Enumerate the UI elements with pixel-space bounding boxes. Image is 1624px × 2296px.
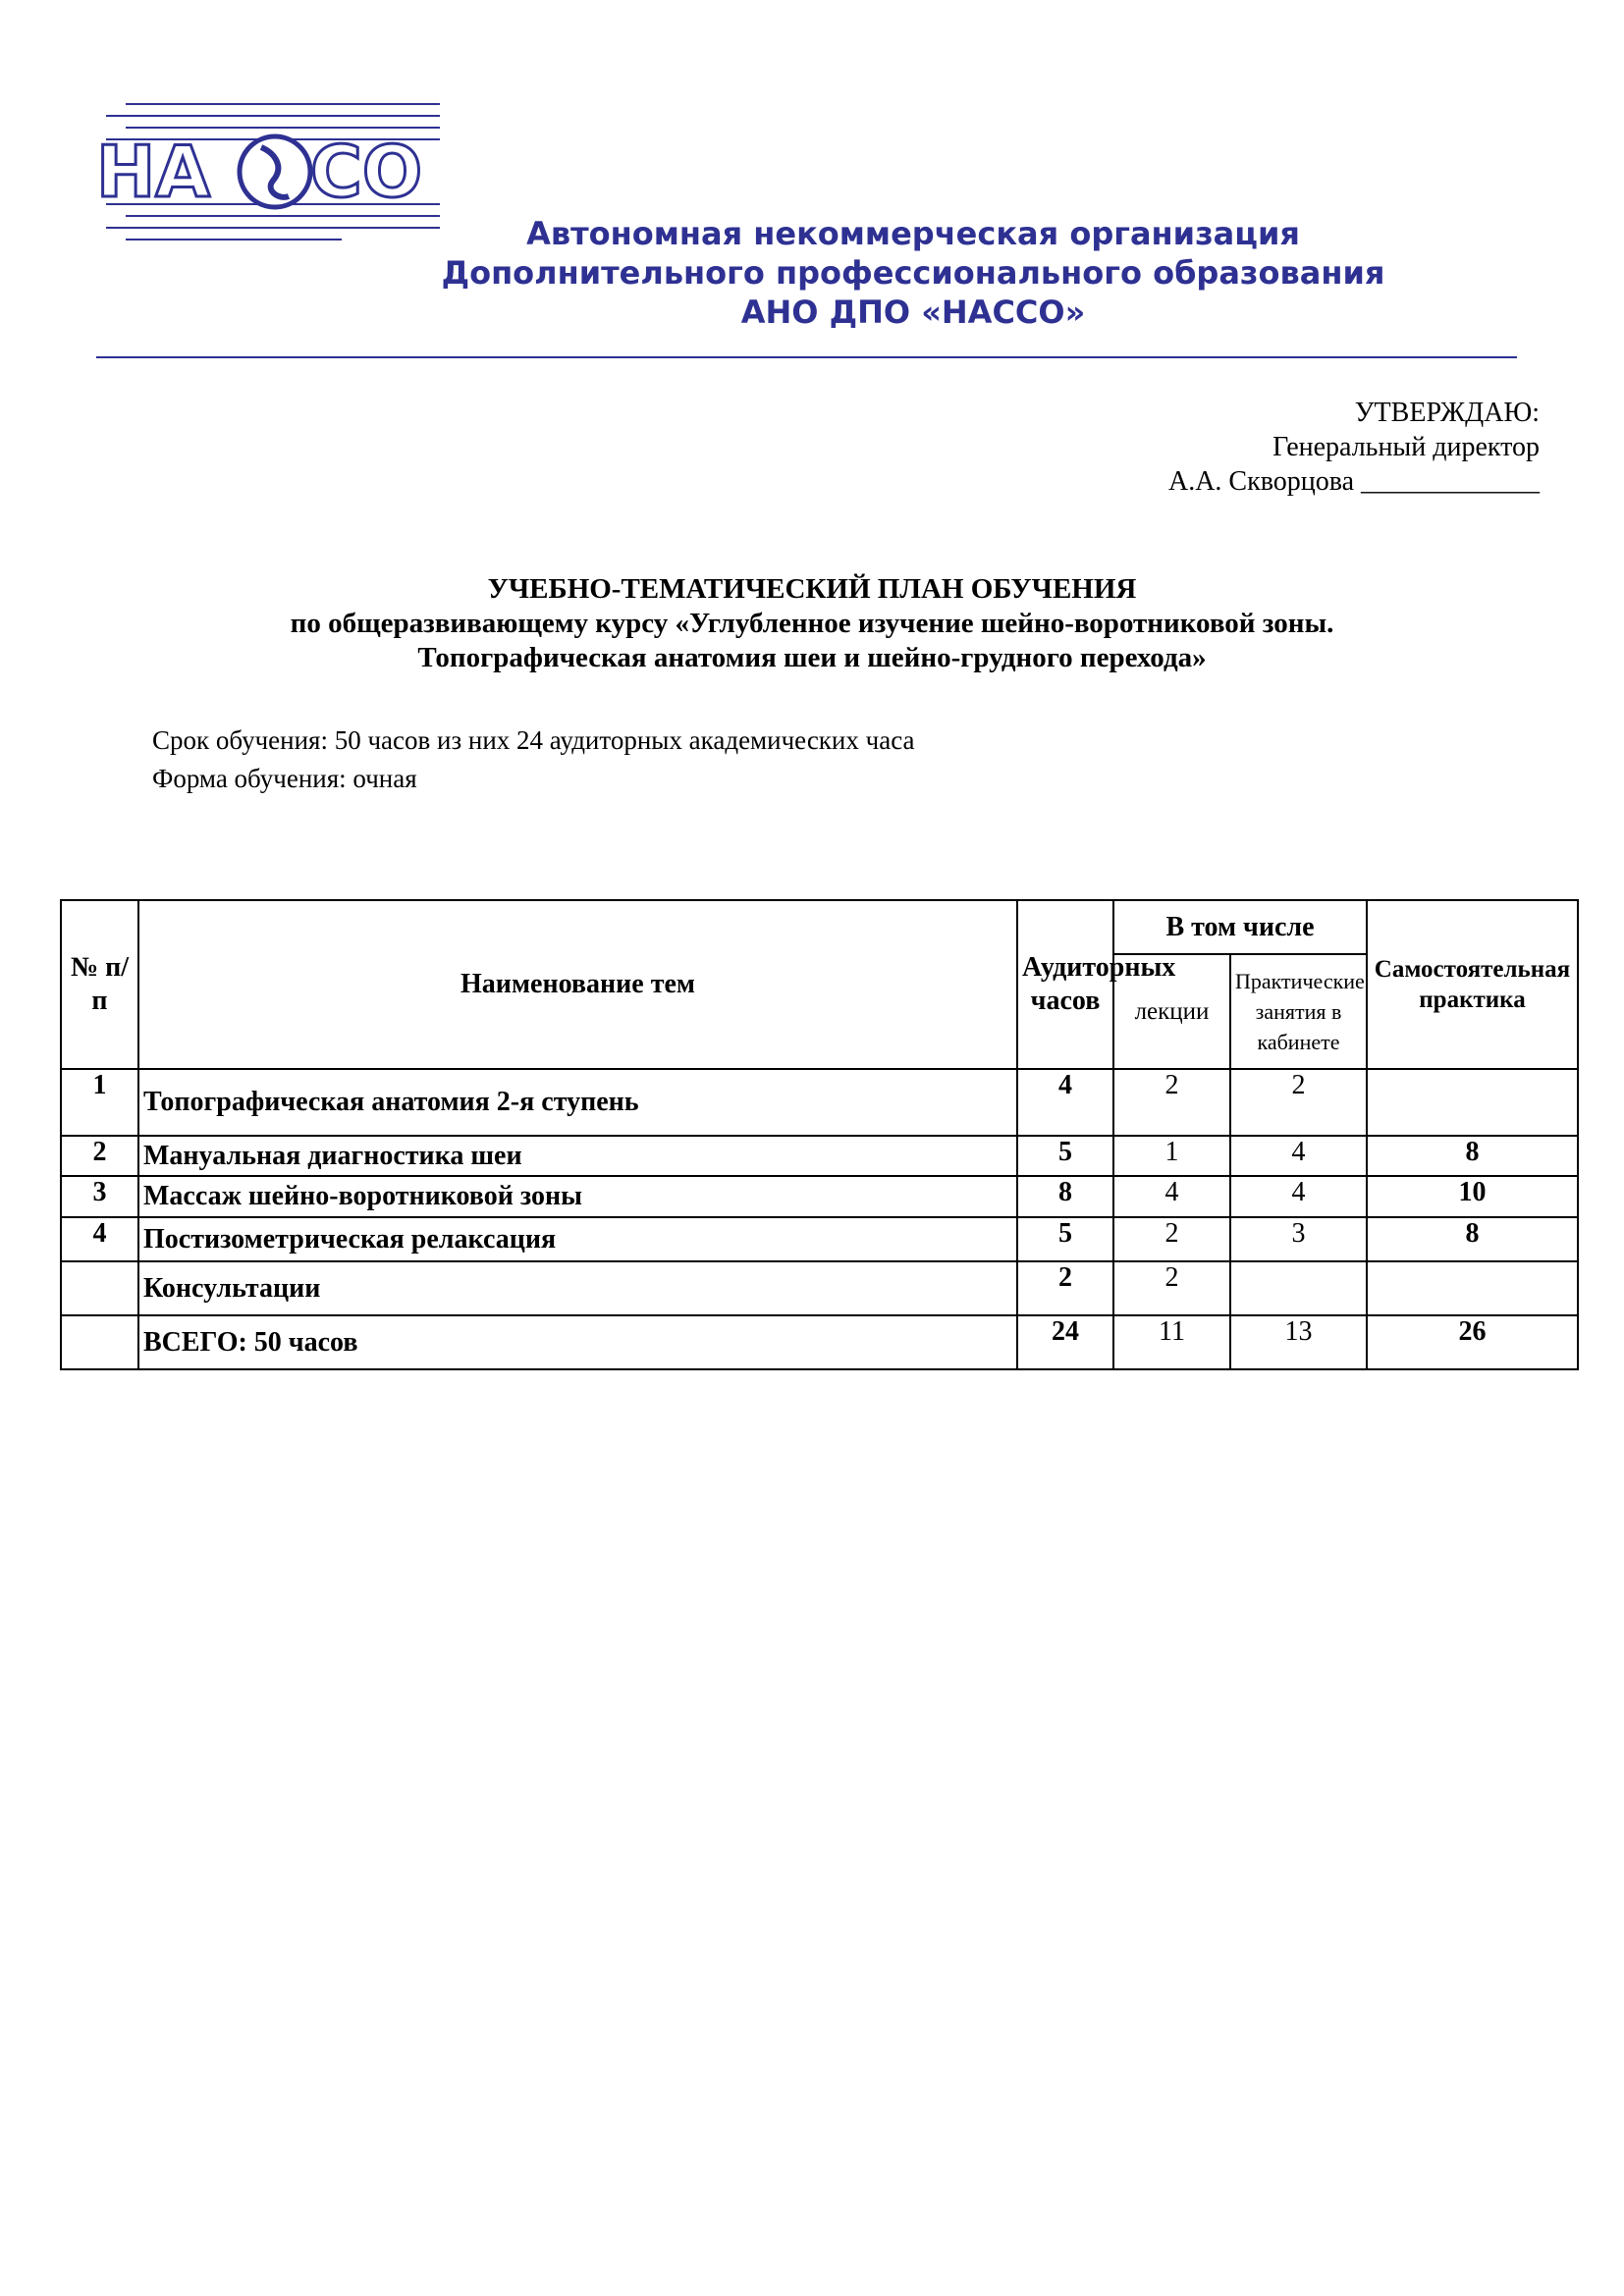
row-classroom-hours: 8 bbox=[1017, 1176, 1113, 1217]
study-form: Форма обучения: очная bbox=[152, 764, 417, 793]
header-self-practice: Самостоятельная практика bbox=[1367, 900, 1578, 1069]
row-practical: 4 bbox=[1230, 1136, 1367, 1176]
row-lectures: 2 bbox=[1113, 1217, 1230, 1261]
row-number bbox=[61, 1261, 138, 1315]
organization-header bbox=[373, 214, 1453, 332]
table-row bbox=[61, 1136, 1578, 1176]
approval-heading: УТВЕРЖДАЮ: bbox=[1354, 398, 1540, 428]
row-lectures: 11 bbox=[1113, 1315, 1230, 1369]
row-topic: Массаж шейно-воротниковой зоны bbox=[138, 1176, 1017, 1217]
row-topic: Консультации bbox=[138, 1261, 1017, 1315]
row-self-practice: 8 bbox=[1367, 1217, 1578, 1261]
row-classroom-hours: 2 bbox=[1017, 1261, 1113, 1315]
header-lectures: лекции bbox=[1113, 954, 1230, 1069]
approval-block bbox=[1168, 396, 1540, 499]
row-classroom-hours: 5 bbox=[1017, 1136, 1113, 1176]
row-self-practice: 26 bbox=[1367, 1315, 1578, 1369]
row-self-practice: 8 bbox=[1367, 1136, 1578, 1176]
header-number: № п/п bbox=[61, 900, 138, 1069]
header-including: В том числе bbox=[1113, 900, 1367, 954]
row-practical: 4 bbox=[1230, 1176, 1367, 1217]
row-number: 1 bbox=[61, 1069, 138, 1136]
organization-line-2: Дополнительного профессионального образования bbox=[441, 254, 1385, 292]
row-topic: Постизометрическая релаксация bbox=[138, 1217, 1017, 1261]
approval-position: Генеральный директор bbox=[1272, 432, 1540, 462]
row-topic: ВСЕГО: 50 часов bbox=[138, 1315, 1017, 1369]
title-line-3: Топографическая анатомия шеи и шейно-грудного перехода» bbox=[417, 642, 1207, 673]
header-topic-name: Наименование тем bbox=[138, 900, 1017, 1069]
header-practical: Практические занятия в кабинете bbox=[1230, 954, 1367, 1069]
table-row bbox=[61, 1069, 1578, 1136]
row-lectures: 1 bbox=[1113, 1136, 1230, 1176]
row-topic: Мануальная диагностика шеи bbox=[138, 1136, 1017, 1176]
header-divider bbox=[96, 356, 1517, 358]
row-lectures: 4 bbox=[1113, 1176, 1230, 1217]
row-self-practice: 10 bbox=[1367, 1176, 1578, 1217]
organization-line-1: Автономная некоммерческая организация bbox=[526, 215, 1300, 252]
row-practical: 13 bbox=[1230, 1315, 1367, 1369]
row-number: 3 bbox=[61, 1176, 138, 1217]
row-classroom-hours: 5 bbox=[1017, 1217, 1113, 1261]
curriculum-table bbox=[60, 899, 1579, 1370]
row-number: 2 bbox=[61, 1136, 138, 1176]
row-classroom-hours: 24 bbox=[1017, 1315, 1113, 1369]
row-topic: Топографическая анатомия 2-я ступень bbox=[138, 1069, 1017, 1136]
row-self-practice bbox=[1367, 1069, 1578, 1136]
approval-signatory: А.А. Скворцова _____________ bbox=[1167, 466, 1540, 497]
table-row bbox=[61, 1261, 1578, 1315]
organization-line-3: АНО ДПО «НАССО» bbox=[740, 294, 1086, 331]
row-practical: 3 bbox=[1230, 1217, 1367, 1261]
row-number: 4 bbox=[61, 1217, 138, 1261]
row-classroom-hours: 4 bbox=[1017, 1069, 1113, 1136]
row-lectures: 2 bbox=[1113, 1069, 1230, 1136]
title-line-1: УЧЕБНО-ТЕМАТИЧЕСКИЙ ПЛАН ОБУЧЕНИЯ bbox=[487, 573, 1137, 605]
title-line-2: по общеразвивающему курсу «Углубленное изучение шейно-воротниковой зоны. bbox=[290, 608, 1334, 639]
row-number bbox=[61, 1315, 138, 1369]
table-row-total bbox=[61, 1315, 1578, 1369]
study-terms bbox=[152, 721, 915, 798]
table-row bbox=[61, 1176, 1578, 1217]
svg-text:СО: СО bbox=[310, 131, 423, 213]
row-practical bbox=[1230, 1261, 1367, 1315]
logo-text: НА bbox=[96, 131, 210, 213]
row-lectures: 2 bbox=[1113, 1261, 1230, 1315]
header-classroom-hours: Аудиторных часов bbox=[1017, 900, 1113, 1069]
row-self-practice bbox=[1367, 1261, 1578, 1315]
study-duration: Срок обучения: 50 часов из них 24 аудиторных академических часа bbox=[152, 725, 915, 755]
row-practical: 2 bbox=[1230, 1069, 1367, 1136]
table-row bbox=[61, 1217, 1578, 1261]
document-title bbox=[0, 572, 1624, 675]
